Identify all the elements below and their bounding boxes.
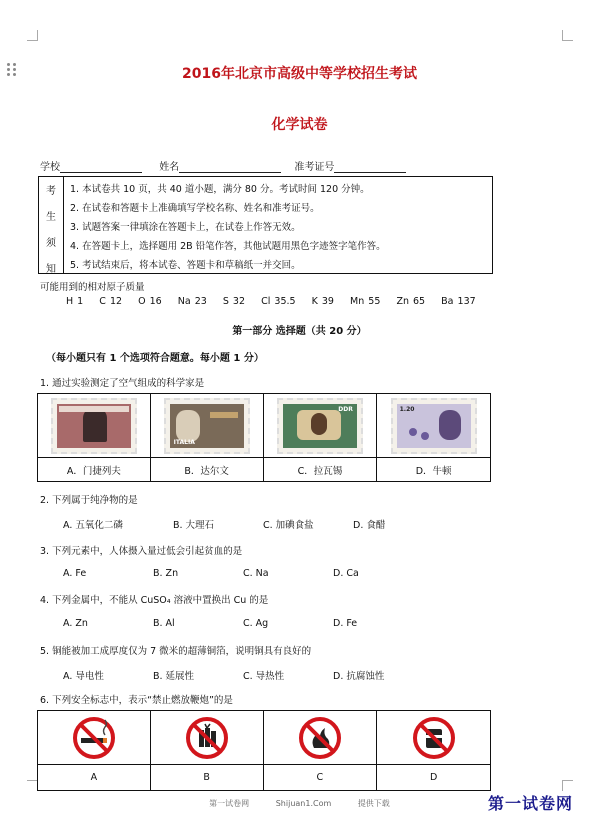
option-d[interactable]: D. 食醋 [353,520,386,531]
question-5-options [63,668,384,682]
stamp-image-lavoisier: DDR [263,394,377,458]
option-d[interactable]: D. Ca [333,568,359,579]
option-a[interactable]: A [38,765,151,791]
option-b[interactable]: B. Zn [153,568,179,579]
no-flammable-icon [412,716,456,760]
no-smoking-sign [38,711,151,765]
atomic-mass-values: H 1 C 12 O 16 Na 23 S 32 Cl 35.5 K 39 Mn 55 Zn 65 Ba 137 [66,296,476,307]
question-3-options [63,568,359,579]
stamp-image-mendeleev [38,394,151,458]
no-firecrackers-icon [185,716,229,760]
footer-download-text: 提供下载 [357,799,390,808]
footer-site-url[interactable]: Shijuan1.Com [275,799,332,808]
exam-number-label: 准考证号 [294,162,335,173]
question-1-table [37,393,491,482]
option-d[interactable]: D. 抗腐蚀性 [333,671,385,682]
question-5: 5. 铜能被加工成厚度仅为 7 微米的超薄铜箔，说明铜具有良好的 [40,646,312,657]
section-title: 第一部分 选择题（共 20 分） [232,326,367,337]
school-label: 学校 [40,162,60,173]
option-a[interactable]: A. 导电性 [63,671,104,682]
question-1: 1. 通过实验测定了空气组成的科学家是 [40,378,205,389]
option-d[interactable]: D [377,765,491,791]
page-corner-mark [562,30,573,41]
option-c[interactable]: C. 加碘食盐 [263,520,314,531]
notice-side-label: 考 生 须 知 [39,177,64,273]
option-b[interactable]: B. 大理石 [173,520,215,531]
name-label: 姓名 [159,162,180,173]
notice-item: 3. 试题答案一律填涂在答题卡上，在试卷上作答无效。 [70,222,301,233]
option-b[interactable]: B. Al [153,618,175,629]
option-c[interactable]: C [263,765,377,791]
stamp-image-newton: 1.20 [377,394,491,458]
no-smoking-icon [72,716,116,760]
question-6: 6. 下列安全标志中，表示“禁止燃放鞭炮”的是 [40,695,233,706]
option-c[interactable]: C. Ag [243,618,269,629]
option-d[interactable]: D. Fe [333,618,358,629]
no-flammable-sign [377,711,491,765]
question-4-options [63,618,357,629]
option-c[interactable]: C. 导热性 [243,671,285,682]
question-3: 3. 下列元素中，人体摄入量过低会引起贫血的是 [40,546,243,557]
no-firecrackers-sign [150,711,263,765]
question-2: 2. 下列属于纯净物的是 [40,495,138,506]
student-info-fields [40,158,406,173]
stamp-image-darwin: ITALIA [150,394,263,458]
option-d[interactable]: D．牛顿 [377,458,491,482]
option-c[interactable]: C．拉瓦锡 [263,458,377,482]
candidate-notice-box [38,176,493,274]
option-a[interactable]: A. Zn [63,618,88,629]
page-corner-mark [562,780,573,791]
question-2-options [63,517,385,531]
notice-item: 4. 在答题卡上，选择题用 2B 铅笔作答，其他试题用黑色字迹签字笔作答。 [70,241,386,252]
notice-item: 1. 本试卷共 10 页，共 40 道小题，满分 80 分。考试时间 120 分钟。 [70,184,370,195]
no-open-flame-sign [263,711,377,765]
exam-number-blank[interactable] [334,161,406,173]
question-4: 4. 下列金属中，不能从 CuSO₄ 溶液中置换出 Cu 的是 [40,595,269,606]
option-a[interactable]: A. 五氧化二磷 [63,520,123,531]
name-blank[interactable] [179,161,281,173]
brand-watermark: 第一试卷网 [488,794,574,813]
page-corner-mark [27,30,38,41]
option-b[interactable]: B. 延展性 [153,671,195,682]
footer-site-name: 第一试卷网 [209,799,250,808]
option-b[interactable]: B．达尔文 [150,458,263,482]
question-6-table [37,710,491,791]
option-c[interactable]: C. Na [243,568,269,579]
notice-item: 2. 在试卷和答题卡上准确填写学校名称、姓名和准考证号。 [70,203,320,214]
no-open-flame-icon [298,716,342,760]
option-b[interactable]: B [150,765,263,791]
exam-subtitle: 化学试卷 [271,117,328,133]
option-a[interactable]: A. Fe [63,568,87,579]
school-blank[interactable] [60,161,142,173]
exam-title: 2016年北京市高级中等学校招生考试 [182,66,417,82]
option-a[interactable]: A．门捷列夫 [38,458,151,482]
atomic-mass-label: 可能用到的相对原子质量 [40,282,145,293]
section-instruction: （每小题只有 1 个选项符合题意。每小题 1 分） [46,353,264,364]
notice-item: 5. 考试结束后，将本试卷、答题卡和草稿纸一并交回。 [70,260,301,271]
